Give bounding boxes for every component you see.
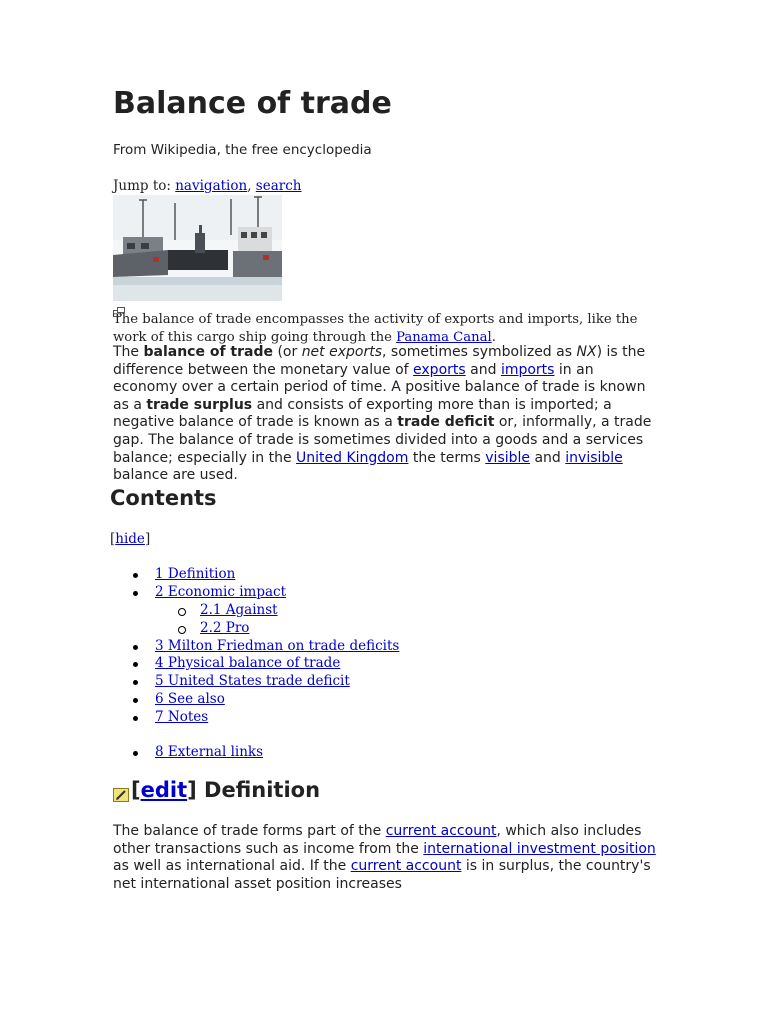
lead-text: The <box>113 344 144 360</box>
toc-item-economic-impact[interactable]: 2 Economic impact <box>155 584 287 600</box>
international-investment-position-link[interactable]: international investment position <box>423 840 656 857</box>
lead-text: and consists of exporting more than is imported; a negative balance of trade is known as a <box>113 396 612 431</box>
toc-item-milton-friedman[interactable]: 3 Milton Friedman on trade deficits <box>155 638 400 654</box>
figure-caption <box>113 311 643 346</box>
lead-text: and <box>530 449 566 466</box>
definition-text: as well as international aid. If the <box>113 858 351 875</box>
bullet-icon <box>133 680 138 685</box>
current-account-link[interactable]: current account <box>385 823 497 839</box>
bracket-close: ] <box>144 531 151 547</box>
toc-hide-link[interactable]: hide <box>115 531 145 547</box>
jump-navigation-link[interactable]: navigation <box>175 178 248 194</box>
lead-text: and <box>465 361 501 378</box>
caption-text: The balance of trade encompasses the activity of exports and imports, like the work of this cargo ship going through the <box>113 312 638 345</box>
definition-text: , which also includes other transactions such as income from the <box>113 823 642 857</box>
panama-canal-thumbnail[interactable] <box>113 195 282 301</box>
toc-item-notes[interactable]: 7 Notes <box>155 709 209 725</box>
site-tagline: From Wikipedia, the free encyclopedia <box>113 142 372 158</box>
jump-search-link[interactable]: search <box>255 178 302 194</box>
term-balance-of-trade: balance of trade <box>143 344 273 360</box>
current-account-link-2[interactable]: current account <box>350 858 462 875</box>
toc-toggle <box>110 531 150 547</box>
jump-links <box>113 178 301 194</box>
visible-link[interactable]: visible <box>485 449 531 466</box>
lead-text: the terms <box>408 449 486 466</box>
edit-definition-link[interactable]: edit <box>140 778 188 802</box>
term-net-exports: net exports <box>301 344 383 360</box>
term-nx: NX <box>576 344 597 360</box>
bracket-close: ] <box>187 778 197 802</box>
panama-canal-link[interactable]: Panama Canal <box>396 329 492 345</box>
exports-link[interactable]: exports <box>413 361 466 378</box>
definition-heading-text: Definition <box>196 778 321 802</box>
bullet-icon <box>133 698 138 703</box>
bracket-open: [ <box>110 531 116 547</box>
invisible-link[interactable]: invisible <box>565 449 623 466</box>
circle-bullet-icon <box>178 626 186 634</box>
jump-prefix: Jump to: <box>113 178 176 194</box>
term-trade-deficit: trade deficit <box>397 414 495 431</box>
definition-heading <box>113 778 320 802</box>
caption-end: . <box>491 329 496 345</box>
definition-text: The balance of trade forms part of the <box>113 823 386 839</box>
lead-paragraph <box>113 344 658 485</box>
lead-text: , sometimes symbolized as <box>382 344 577 360</box>
bullet-icon <box>133 751 138 756</box>
bracket-open: [ <box>131 778 141 802</box>
lead-text: balance are used. <box>113 467 238 484</box>
toc-item-pro[interactable]: 2.2 Pro <box>200 620 250 636</box>
toc-item-definition[interactable]: 1 Definition <box>155 566 236 582</box>
lead-text: or, informally, a trade gap. The balance of trade is sometimes divided into a goods and a services balance; especially in the <box>113 414 652 466</box>
lead-text: ) is the difference between the monetary value of <box>113 344 646 378</box>
definition-paragraph <box>113 823 658 893</box>
toc-item-see-also[interactable]: 6 See also <box>155 691 225 707</box>
toc-item-external-links[interactable]: 8 External links <box>155 744 264 760</box>
definition-text: is in surplus, the country's net international asset position increases <box>113 858 651 892</box>
united-kingdom-link[interactable]: United Kingdom <box>296 449 409 466</box>
toc-item-physical-balance[interactable]: 4 Physical balance of trade <box>155 655 341 671</box>
toc-item-against[interactable]: 2.1 Against <box>200 602 278 618</box>
bullet-icon <box>133 573 138 578</box>
lead-text: (or <box>273 344 302 360</box>
page-title: Balance of trade <box>113 86 392 121</box>
bullet-icon <box>133 645 138 650</box>
circle-bullet-icon <box>178 608 186 616</box>
contents-title: Contents <box>110 486 217 510</box>
jump-separator: , <box>247 178 256 194</box>
bullet-icon <box>133 591 138 596</box>
lead-text: in an economy over a certain period of time. A positive balance of trade is known as a <box>113 361 646 413</box>
toc-item-us-trade-deficit[interactable]: 5 United States trade deficit <box>155 673 350 689</box>
edit-pencil-icon[interactable] <box>113 783 129 797</box>
term-trade-surplus: trade surplus <box>146 396 253 413</box>
bullet-icon <box>133 662 138 667</box>
imports-link[interactable]: imports <box>500 361 555 378</box>
bullet-icon <box>133 716 138 721</box>
